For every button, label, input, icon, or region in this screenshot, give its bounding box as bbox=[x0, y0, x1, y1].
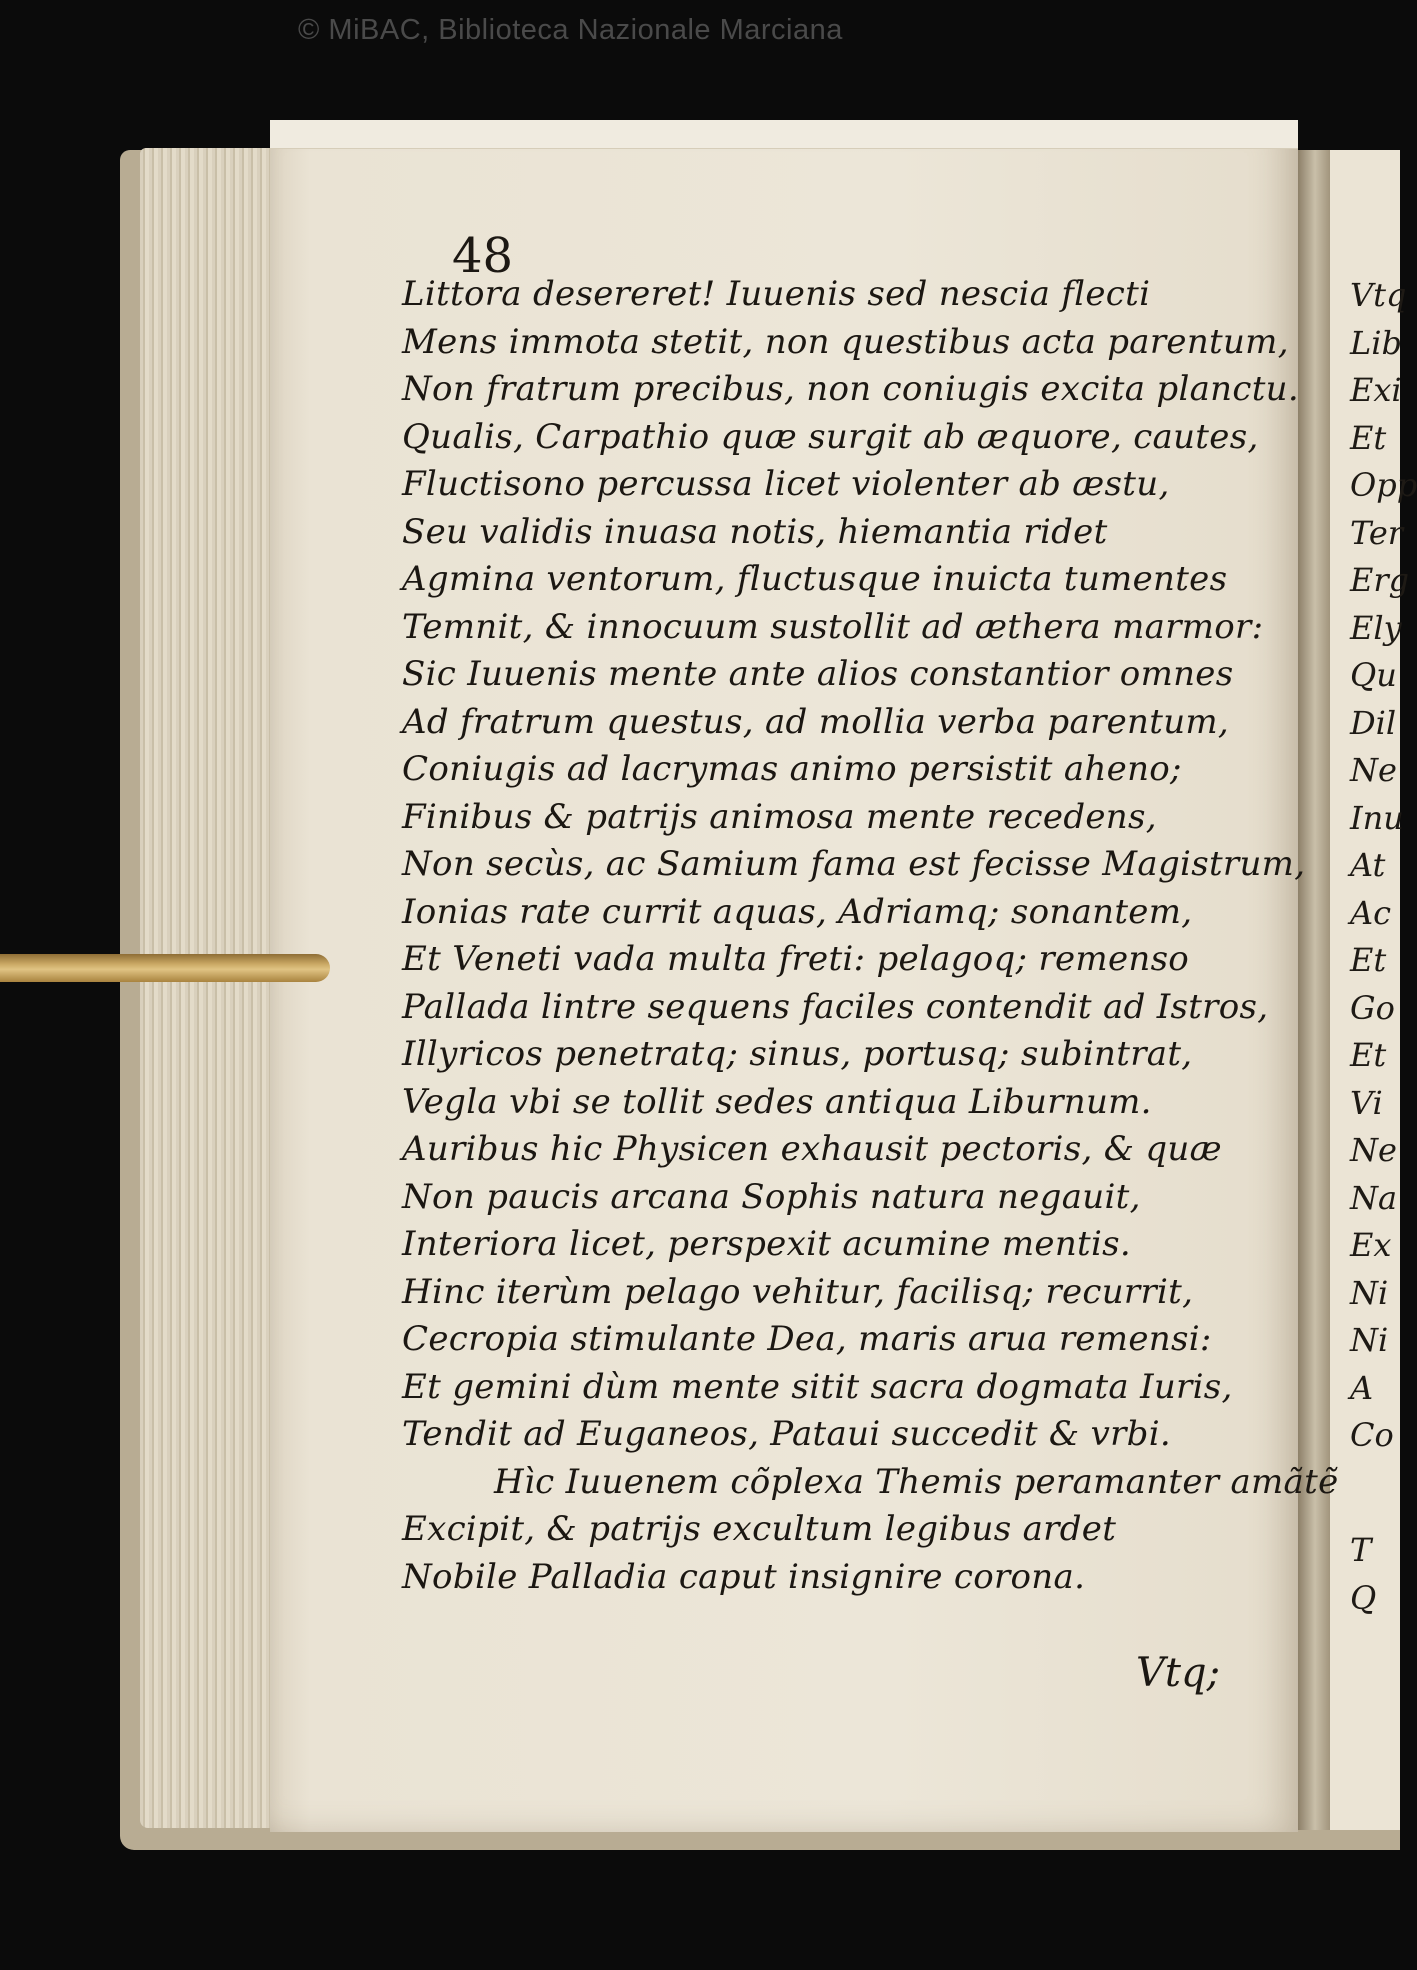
facing-page-line: Lib bbox=[1350, 323, 1402, 362]
verse-line: Et gemini dùm mente sitit sacra dogmata Iuris, bbox=[402, 1366, 1233, 1407]
page-holder-rod bbox=[0, 954, 330, 982]
page-top-edge bbox=[270, 120, 1298, 149]
facing-page-line: Co bbox=[1350, 1416, 1394, 1454]
verse-line: Excipit, & patrijs excultum legibus ardet bbox=[402, 1509, 1117, 1549]
facing-page-line: Opp bbox=[1350, 466, 1417, 504]
facing-page-line: Ely bbox=[1350, 608, 1402, 647]
verse-line: Hinc iterùm pelago vehitur, facilisq; recurrit, bbox=[402, 1271, 1194, 1312]
verse-line: Tendit ad Euganeos, Pataui succedit & vrbi. bbox=[402, 1414, 1171, 1454]
verse-line: Interiora licet, perspexit acumine mentis. bbox=[402, 1224, 1132, 1264]
verse-line: Ad fratrum questus, ad mollia verba parentum, bbox=[402, 701, 1230, 742]
page-number: 48 bbox=[452, 228, 514, 284]
facing-page-line: Dil bbox=[1350, 703, 1397, 742]
facing-page-line: Vtq bbox=[1350, 276, 1407, 314]
facing-page-line: At bbox=[1350, 846, 1386, 884]
verse-line: Mens immota stetit, non questibus acta parentum, bbox=[402, 321, 1289, 362]
facing-page-line: Exi bbox=[1350, 371, 1402, 409]
verse-line: Agmina ventorum, fluctusque inuicta tumentes bbox=[402, 559, 1228, 599]
verse-line: Illyricos penetratq; sinus, portusq; subintrat, bbox=[402, 1034, 1193, 1074]
page-edges bbox=[140, 148, 280, 1828]
verse-line: Hìc Iuuenem cõplexa Themis peramanter amãtẽ bbox=[494, 1461, 1339, 1502]
verse-line: Qualis, Carpathio quæ surgit ab æquore, cautes, bbox=[402, 416, 1259, 457]
facing-page-line: Vi bbox=[1350, 1083, 1383, 1122]
facing-page-line: Go bbox=[1350, 988, 1395, 1027]
verse-line: Coniugis ad lacrymas animo persistit aheno; bbox=[402, 749, 1182, 789]
facing-page-line: Ne bbox=[1350, 751, 1397, 789]
verse-line: Auribus hic Physicen exhausit pectoris, & quæ bbox=[402, 1129, 1222, 1169]
facing-page-line: Ni bbox=[1350, 1273, 1389, 1312]
verse-line: Non fratrum precibus, non coniugis excita planctu. bbox=[402, 369, 1299, 409]
verse-line: Fluctisono percussa licet violenter ab æstu, bbox=[402, 464, 1170, 504]
facing-page-line: A bbox=[1350, 1368, 1374, 1407]
verse-line: Temnit, & innocuum sustollit ad æthera marmor: bbox=[402, 606, 1264, 647]
verse-line: Littora desereret! Iuuenis sed nescia flecti bbox=[402, 274, 1151, 314]
facing-page-line: Ex bbox=[1350, 1226, 1392, 1264]
facing-page-line: Erg bbox=[1350, 561, 1410, 599]
verse-line: Pallada lintre sequens faciles contendit ad Istros, bbox=[402, 986, 1269, 1027]
right-page bbox=[1330, 150, 1417, 1830]
facing-page-line: Inu bbox=[1350, 798, 1404, 837]
facing-page-line: Q bbox=[1350, 1578, 1377, 1617]
facing-page-line: Et bbox=[1350, 1036, 1387, 1074]
facing-page-line: Et bbox=[1350, 418, 1387, 457]
watermark: © MiBAC, Biblioteca Nazionale Marciana bbox=[298, 14, 843, 46]
facing-page-line: Ne bbox=[1350, 1131, 1397, 1169]
verse-line: Finibus & patrijs animosa mente recedens, bbox=[402, 796, 1157, 837]
verse-line: Non secùs, ac Samium fama est fecisse Magistrum, bbox=[402, 844, 1306, 884]
facing-page-line: Ter bbox=[1350, 513, 1404, 552]
verse-line: Cecropia stimulante Dea, maris arua remensi: bbox=[402, 1319, 1212, 1359]
facing-page-line: Na bbox=[1350, 1178, 1398, 1217]
verse-line: Non paucis arcana Sophis natura negauit, bbox=[402, 1176, 1141, 1217]
book-gutter bbox=[1298, 150, 1332, 1830]
facing-page-line: Ac bbox=[1350, 893, 1392, 932]
verse-line: Sic Iuuenis mente ante alios constantior omnes bbox=[402, 654, 1234, 694]
facing-page-line: Ni bbox=[1350, 1321, 1389, 1359]
verse-line: Ionias rate currit aquas, Adriamq; sonantem, bbox=[402, 891, 1193, 932]
verse-line: Vegla vbi se tollit sedes antiqua Liburnum. bbox=[402, 1081, 1152, 1122]
verse-line: Nobile Palladia caput insignire corona. bbox=[402, 1556, 1086, 1597]
verse-line: Seu validis inuasa notis, hiemantia ridet bbox=[402, 511, 1108, 552]
facing-page-line: Qu bbox=[1350, 656, 1397, 694]
facing-page-line: Et bbox=[1350, 941, 1387, 979]
catchword: Vtq; bbox=[1136, 1650, 1221, 1696]
facing-page-line: T bbox=[1350, 1531, 1372, 1569]
verse-line: Et Veneti vada multa freti: pelagoq; remenso bbox=[402, 939, 1190, 979]
